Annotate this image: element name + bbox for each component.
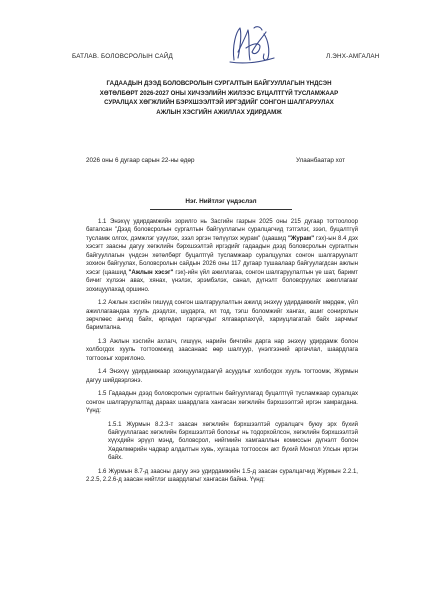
paragraph-1-4: 1.4 Энэхүү удирдамжаар зохицуулагдаагүй асуудлыг холбогдох хууль тогтоомж, Журмын дагуу шийдвэрлэнэ. [86,369,358,384]
document-title [78,79,360,117]
section-title: Нэг. Нийтлэг үндэслэл [185,198,257,205]
paragraph-text: гэх)-ийн үйл ажиллагаа, сонгон шалгаруулалтын үе шат, баримт бичиг хүлээн авах, хянах, үнэлэх, эрэмбэлэх, санал, дүгнэлт боловсруулах ажиллагааг зохицуулахад оршино. [86,269,358,293]
section-divider [150,209,292,210]
paragraph-text: гэх)-ын 8.4 дэх хэсэгт заасны дагуу хөгжлийн бэрхшээлтэй иргэдийг гадаадын дээд боловсролын сургалтын байгууллагын үндсэн хөтөлбөрт буцалтгүй тусламжаар суралцуулах сонгон шалгаруулалт зохион байгуулах, Боловсролын сайдын 2026 оны 117 дугаар тушаалаар байгуулагдсан ажлын хэсэг (цаашид [86,235,358,276]
minister-name: Л.ЭНХ-АМГАЛАН [326,53,380,60]
signature-image [224,22,280,68]
title-line: АЖЛЫН ХЭСГИЙН АЖИЛЛАХ УДИРДАМЖ [156,108,282,116]
approval-label: БАТЛАВ. БОЛОВСРОЛЫН САЙД [72,53,173,60]
paragraph-1-3: 1.3 Ажлын хэсгийн ахлагч, гишүүн, нарийн бичгийн дарга нар энэхүү удирдамж болон холбогдох хууль тогтоомжид заасанаас өөр шалгуур, үнэлгээний аргачлал, шаардлага тогтоохыг хориглоно. [86,338,358,362]
paragraph-term: "Ажлын хэсэг" [128,269,174,276]
title-line: ГАДААДЫН ДЭЭД БОЛОВСРОЛЫН СУРГАЛТЫН БАЙГУУЛЛАГЫН ҮНДСЭН [106,80,332,87]
title-line: ХӨТӨЛБӨРТ 2026-2027 ОНЫ ХИЧЭЭЛИЙН ЖИЛЭЭС БҮЦАЛТГҮЙ ТУСЛАМЖААР [99,89,339,97]
document-date: 2026 оны 6 дугаар сарын 22-ны өдөр [86,157,195,164]
document-place: Улаанбаатар хот [296,157,345,164]
paragraph-1-6: 1.6 Журмын 8.7-д заасны дагуу энэ удирдамжийн 1.5-д заасан суралцагчид Журмын 2.2.1, 2.2.5, 2.2.6-д заасан нийтлэг шаардлагыг хангасан байна. Үүнд: [86,468,358,484]
document-body [86,218,358,490]
paragraph-1-5-1: 1.5.1 Журмын 8.2.3-т заасан хөгжлийн бэрхшээлтэй суралцагч буюу эрх бүхий байгууллагаас хөгжлийн бэрхшээлтэй болохыг нь тодорхойлсон, хөгжлийн бэрхшээлтэй хүүхдийн эрүүл мэнд, боловсрол, нийгмийн хамгааллын комиссын дүгнэлт болон Хөдөлмөрийн чадвар алдалтын хувь, хугацаа тогтоосон акт бүхий Монгол Улсын иргэн байх. [108,421,358,462]
paragraph-text: 1.1 Энэхүү удирдамжийн зорилго нь Засгийн газрын 2025 оны 215 дугаар тогтоолоор баталсан "Дээд боловсролын сургалтын байгууллагын суралцагчид тэтгэлэг, зээл, буцалтгүй тусламж олгох, дэмжлэг үзүүлэх, зээл эргэн төлүүлэх журам" (цаашид [86,219,358,242]
paragraph-1-1 [86,218,358,294]
paragraph-term: "Журам" [288,235,315,242]
paragraph-1-2: 1.2 Ажлын хэсгийн гишүүд сонгон шалгаруулалтын ажилд энэхүү удирдамжийг мөрдөж, үйл ажиллагаандаа хууль дээдлэх, шударга, ил тод, тэгш боломжийг хангах, ашиг сонирхлын зөрчлөөс ангид байх, өргөдөл гаргагчдыг ялгаварлахгүй, хариуцлагатай байх зарчмыг баримтална. [86,300,358,332]
paragraph-1-5: 1.5 Гадаадын дээд боловсролын сургалтын байгууллагад буцалтгүй тусламжаар суралцах сонгон шалгаруулалтад дараах шаардлага хангасан хөгжлийн бэрхшээлтэй иргэн хамрагдана. Үүнд: [86,391,358,415]
title-line: СУРАЛЦАХ ХӨГЖЛИЙН БЭРХШЭЭЛТЭЙ ИРГЭДИЙГ СОНГОН ШАЛГАРУУЛАХ [104,99,334,107]
